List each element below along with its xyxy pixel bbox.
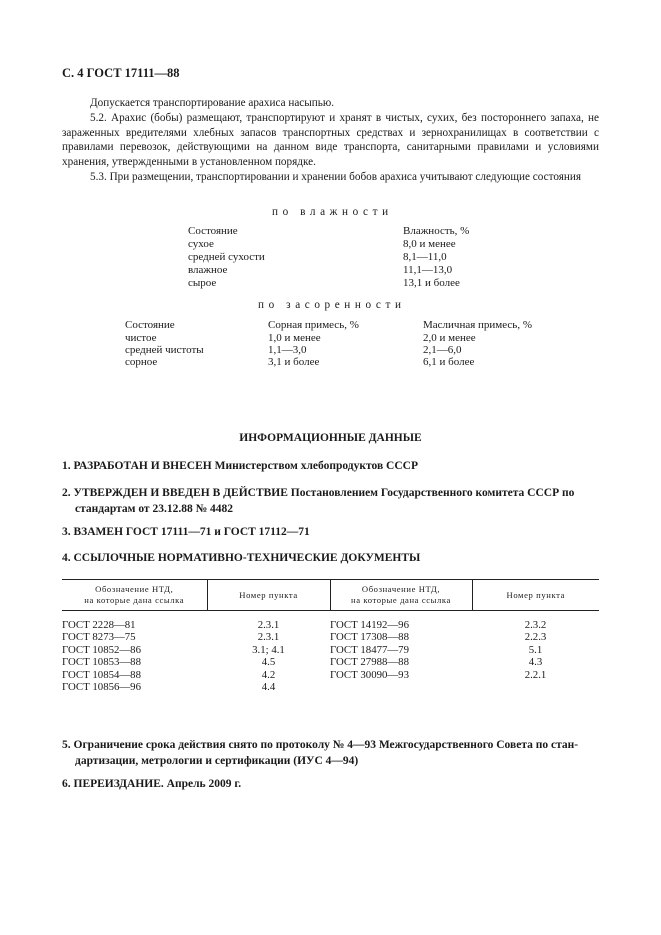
ref-doc: ГОСТ 10852—86 [62, 643, 141, 656]
header-num-right: Номер пункта [472, 580, 599, 611]
info-title: ИНФОРМАЦИОННЫЕ ДАННЫЕ [239, 432, 422, 444]
moisture-row-state: средней сухости [188, 251, 265, 263]
ref-doc: ГОСТ 30090—93 [330, 668, 409, 681]
header-doc-line2: на которые дана ссылка [84, 595, 185, 605]
ref-doc: ГОСТ 8273—75 [62, 631, 136, 644]
references-table [62, 579, 599, 693]
references-table-header [62, 580, 599, 611]
ref-num: 5.1 [528, 643, 543, 656]
ref-doc: ГОСТ 18477—79 [330, 643, 409, 656]
header-doc-line2: на которые дана ссылка [351, 595, 451, 605]
contamination-row-oil: 2,1—6,0 [423, 344, 462, 356]
ref-doc: ГОСТ 14192—96 [330, 619, 409, 631]
table-row [62, 611, 599, 632]
ref-doc: ГОСТ 10854—88 [62, 668, 141, 681]
paragraph-text: 5.2. Арахис (бобы) размещают, транспортируют и хранят в чистых, сухих, без постороннего запаха, не зараженных вредителями хлебных запасов транспортных средствах и зернохранилищах в соответствии с правилами перевозок, действующими на данном виде транспорта, санитарными правилами и условиями хранения, утвержденными в установленном порядке. [62, 112, 599, 168]
ref-num: 2.3.2 [524, 619, 547, 631]
contamination-row-state: средней чистоты [125, 344, 204, 356]
info-section-5 [62, 738, 607, 769]
table-row [62, 631, 599, 643]
moisture-row-value: 13,1 и более [403, 277, 460, 289]
paragraph-text: Допускается транспортирование арахиса насыпью. [90, 97, 335, 109]
ref-doc: ГОСТ 2228—81 [62, 619, 136, 631]
contamination-row-weed: 1,0 и менее [268, 332, 321, 344]
ref-doc [330, 681, 472, 693]
ref-doc: ГОСТ 10856—96 [62, 681, 141, 694]
moisture-row-value: 8,0 и менее [403, 238, 456, 250]
paragraph-5-3 [62, 170, 599, 185]
info-section-2 [62, 486, 607, 517]
ref-num: 3.1; 4.1 [252, 643, 285, 656]
info-section-3: 3. ВЗАМЕН ГОСТ 17111—71 и ГОСТ 17112—71 [62, 526, 310, 538]
ref-num: 4.3 [528, 656, 543, 669]
contamination-col-oil: Масличная примесь, % [423, 319, 532, 331]
ref-num: 4.4 [261, 681, 276, 694]
info-section-5-line2: дартизации, метрологии и сертификации (ИУС 4—94) [75, 754, 359, 767]
table-row [62, 644, 599, 656]
info-section-4: 4. ССЫЛОЧНЫЕ НОРМАТИВНО-ТЕХНИЧЕСКИЕ ДОКУМЕНТЫ [62, 552, 421, 564]
contamination-row-oil: 6,1 и более [423, 356, 475, 368]
info-section-5-line1: 5. Ограничение срока действия снято по протоколу № 4—93 Межгосударственного Совета по стан- [62, 739, 579, 751]
contamination-row-weed: 3,1 и более [268, 356, 320, 368]
paragraph-transport-bulk [62, 96, 599, 111]
moisture-row-value: 8,1—11,0 [403, 251, 447, 263]
info-section-2-line2: стандартам от 23.12.88 № 4482 [75, 502, 234, 515]
moisture-row-state: сухое [188, 238, 214, 250]
info-section-2-line1: 2. УТВЕРЖДЕН И ВВЕДЕН В ДЕЙСТВИЕ Постановлением Государственного комитета СССР по [62, 487, 575, 499]
moisture-col-value: Влажность, % [403, 225, 470, 237]
moisture-row-value: 11,1—13,0 [403, 264, 453, 276]
ref-num: 4.5 [261, 656, 276, 669]
ref-num: 2.3.1 [257, 631, 280, 644]
moisture-row-state: сырое [188, 277, 217, 289]
contamination-row-oil: 2,0 и менее [423, 332, 476, 344]
moisture-col-state: Состояние [188, 225, 238, 237]
info-section-1: 1. РАЗРАБОТАН И ВНЕСЕН Министерством хлебопродуктов СССР [62, 460, 418, 472]
header-doc-line1: Обозначение НТД, [361, 584, 441, 594]
ref-doc: ГОСТ 17308—88 [330, 631, 409, 644]
ref-doc: ГОСТ 27988—88 [330, 656, 409, 669]
page-header: С. 4 ГОСТ 17111—88 [62, 66, 180, 80]
header-doc-right [330, 580, 472, 611]
paragraph-text: 5.3. При размещении, транспортировании и хранении бобов арахиса учитывают следующие состояния [90, 171, 581, 183]
ref-num: 2.2.3 [524, 631, 547, 644]
contamination-row-state: чистое [125, 332, 157, 344]
header-doc-line1: Обозначение НТД, [95, 584, 174, 594]
ref-doc: ГОСТ 10853—88 [62, 656, 141, 669]
contamination-heading: по засоренности [258, 299, 406, 311]
ref-num: 2.3.1 [257, 619, 280, 631]
table-row [62, 669, 599, 681]
header-doc-left [62, 580, 207, 611]
info-section-6: 6. ПЕРЕИЗДАНИЕ. Апрель 2009 г. [62, 778, 242, 790]
contamination-col-weed: Сорная примесь, % [268, 319, 359, 331]
contamination-row-weed: 1,1—3,0 [268, 344, 307, 356]
paragraph-5-2 [62, 111, 599, 169]
header-num-left: Номер пункта [207, 580, 330, 611]
table-row [62, 656, 599, 668]
table-row [62, 681, 599, 693]
moisture-heading: по влажности [272, 206, 393, 218]
ref-num [472, 681, 599, 693]
ref-num: 2.2.1 [524, 668, 547, 681]
moisture-row-state: влажное [188, 264, 228, 276]
ref-num: 4.2 [261, 668, 276, 681]
contamination-row-state: сорное [125, 356, 158, 368]
contamination-col-state: Состояние [125, 319, 175, 331]
